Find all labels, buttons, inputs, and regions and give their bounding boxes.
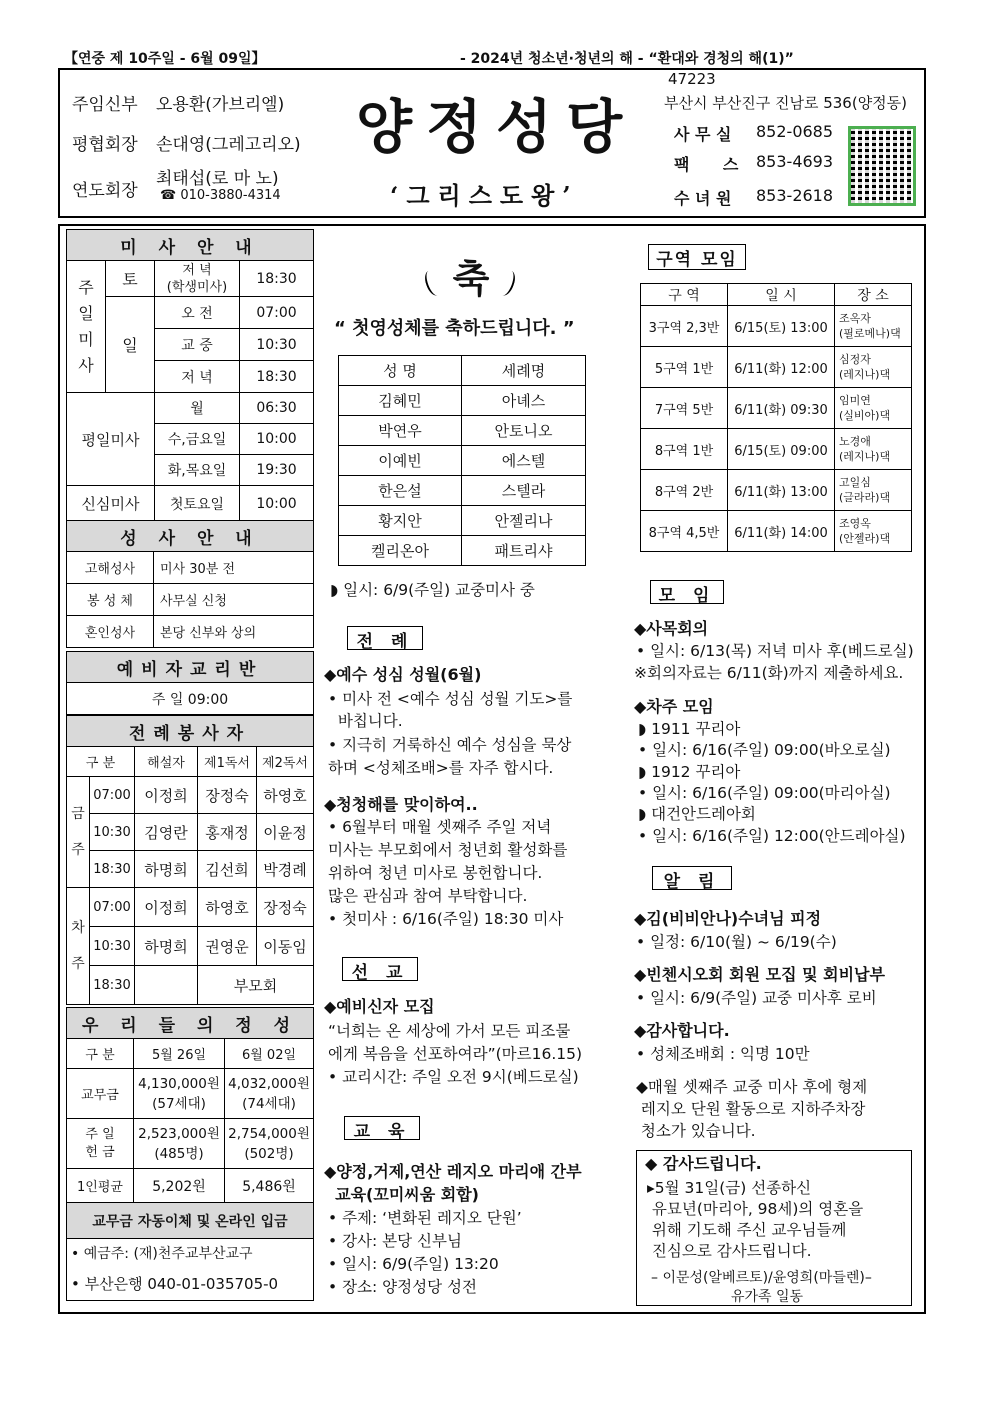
communion-head: 성 명 (339, 356, 462, 386)
meeting-line: ※회의자료는 6/11(화)까지 제출하세요. (634, 664, 904, 682)
district-place: 조옥자 (필로메나)댁 (835, 306, 912, 347)
district-time: 6/11(화) 09:30 (728, 388, 835, 429)
server-name: 하명희 (135, 927, 198, 966)
faith-mass-label: 신심미사 (67, 486, 155, 522)
education-line: • 일시: 6/9(주일) 13:20 (328, 1255, 499, 1273)
offering-head: 구 분 (67, 1039, 134, 1069)
thanks-title: ◆ 감사드립니다. (645, 1154, 762, 1173)
district-name: 7구역 5반 (641, 388, 728, 429)
faith-time: 10:00 (240, 486, 314, 522)
baptismal-name: 안토니오 (462, 416, 586, 446)
baptismal-name: 에스텔 (462, 446, 586, 476)
baptismal-name: 아녜스 (462, 386, 586, 416)
district-name: 8구역 1반 (641, 429, 728, 470)
server-name: 권영운 (198, 927, 257, 966)
postcode: 47223 (668, 70, 716, 88)
catechism-table (66, 651, 314, 715)
district-head: 일 시 (728, 284, 835, 306)
meeting-line: • 일시: 6/16(주일) 09:00(바오로실) (638, 741, 891, 759)
notice-heading: ◆빈첸시오회 회원 모집 및 회비납부 (634, 965, 885, 984)
fax-number: 853-4693 (756, 152, 834, 171)
council-label: 평협회장 (72, 135, 138, 155)
avg-label: 1인평균 (67, 1169, 134, 1203)
child-name: 박연우 (339, 416, 462, 446)
district-place: 심정자 (레지나)댁 (835, 347, 912, 388)
servers-head: 구 분 (67, 747, 135, 777)
district-time: 6/11(화) 12:00 (728, 347, 835, 388)
offering-head: 5월 26일 (134, 1039, 225, 1069)
year-theme: - 2024년 청소년·청년의 해 - “환대와 경청의 해(1)” (460, 51, 794, 67)
sacrament-value: 사무실 신청 (154, 584, 314, 616)
weekday-time: 19:30 (240, 455, 314, 486)
server-name: 이윤정 (257, 814, 314, 851)
server-name: 이정희 (135, 777, 198, 814)
education-tag: 교 육 (344, 1116, 420, 1140)
liturgy-line: • 6월부터 매월 셋째주 주일 저녁 (328, 818, 552, 836)
thanks-signature: 유가족 일동 (731, 1289, 804, 1305)
education-heading: 교육(꼬미씨움 회합) (324, 1185, 479, 1204)
server-time: 10:30 (90, 927, 135, 966)
notice-line: • 일정: 6/10(월) ~ 6/19(수) (636, 933, 837, 951)
communion-table (338, 355, 586, 566)
notice-line: • 일시: 6/9(주일) 교중 미사후 로비 (636, 989, 877, 1007)
offering-label: 주 일 헌 금 (67, 1119, 134, 1169)
sat-label: 토 (106, 261, 155, 297)
meeting-line: ◗ 대건안드레아회 (638, 805, 756, 823)
offering-amount: 2,523,000원 (485명) (134, 1119, 225, 1169)
sun-kind: 교 중 (155, 329, 240, 361)
meeting-line: • 일시: 6/16(주일) 09:00(마리아실) (638, 784, 891, 802)
notice-line: • 성체조배회 : 익명 10만 (636, 1045, 810, 1063)
meeting-heading: ◆차주 모임 (634, 697, 714, 716)
offering-amount: 4,032,000원 (74세대) (225, 1069, 314, 1119)
meeting-line: • 일시: 6/16(주일) 12:00(안드레아실) (638, 827, 906, 845)
week-label: 【연중 제 10주일 - 6월 09일】 (64, 51, 266, 67)
fax-label: 팩 스 (674, 155, 739, 174)
meeting-line: ◗ 1911 꾸리아 (638, 720, 741, 738)
district-place: 임미연 (실비아)댁 (835, 388, 912, 429)
server-time: 18:30 (90, 851, 135, 888)
account-info: • 예금주: (재)천주교부산교구 • 부산은행 040-01-035705-0 (67, 1239, 314, 1301)
offering-amount: 4,130,000원 (57세대) (134, 1069, 225, 1119)
district-name: 5구역 1반 (641, 347, 728, 388)
district-tag: 구역 모임 (648, 244, 746, 270)
district-name: 8구역 2반 (641, 470, 728, 511)
council-name: 손대영(그레고리오) (156, 135, 301, 155)
liturgy-line: • 첫미사 : 6/16(주일) 18:30 미사 (328, 910, 564, 928)
liturgy-line: 미사는 부모회에서 청년회 활성화를 (328, 841, 568, 859)
education-line: • 주제: ‘변화된 레지오 단원’ (328, 1209, 522, 1227)
child-name: 켈리온아 (339, 536, 462, 566)
parish-header (58, 68, 926, 218)
server-name: 김선희 (198, 851, 257, 888)
district-place: 조영옥 (안젤라)댁 (835, 511, 912, 552)
communion-date: ◗ 일시: 6/9(주일) 교중미사 중 (330, 581, 535, 599)
congrats-headline: “ 첫영성체를 축하드립니다. ” (334, 318, 575, 339)
servers-table (66, 715, 314, 1005)
notice-line: ◆매월 셋째주 교중 미사 후에 형제 (636, 1078, 868, 1096)
meeting-line: ◗ 1912 꾸리아 (638, 763, 741, 781)
education-line: • 강사: 본당 신부님 (328, 1232, 462, 1250)
sun-time: 18:30 (240, 361, 314, 393)
district-name: 3구역 2,3반 (641, 306, 728, 347)
server-name: 장정숙 (257, 888, 314, 927)
notice-line: 레지오 단원 활동으로 지하주차장 (636, 1100, 866, 1118)
sacrament-table (66, 520, 314, 648)
weekday-kind: 월 (155, 393, 240, 424)
liturgy-line: 많은 관심과 참여 부탁합니다. (328, 887, 528, 905)
mission-line: 에게 복음을 선포하여라”(마르16.15) (328, 1045, 583, 1063)
district-time: 6/11(화) 13:00 (728, 470, 835, 511)
district-head: 장 소 (835, 284, 912, 306)
thanks-line: 위해 기도해 주신 교우님들께 (647, 1221, 847, 1239)
child-name: 이예빈 (339, 446, 462, 476)
child-name: 황지안 (339, 506, 462, 536)
sacrament-value: 본당 신부와 상의 (154, 616, 314, 648)
server-time: 07:00 (90, 888, 135, 927)
server-time: 10:30 (90, 814, 135, 851)
communion-head: 세례명 (462, 356, 586, 386)
sun-kind: 저 녁 (155, 361, 240, 393)
mission-line: • 교리시간: 주일 오전 9시(베드로실) (328, 1068, 579, 1086)
child-name: 한은설 (339, 476, 462, 506)
district-table (640, 283, 912, 552)
offering-title: 우 리 들 의 정 성 (67, 1008, 314, 1039)
sacrament-label: 혼인성사 (67, 616, 154, 648)
sacrament-title: 성 사 안 내 (67, 521, 314, 552)
liturgy-line: • 지극히 거룩하신 예수 성심을 묵상 (328, 736, 572, 754)
sun-kind: 오 전 (155, 297, 240, 329)
sun-label: 일 (106, 297, 155, 393)
education-line: • 장소: 양정성당 성전 (328, 1278, 477, 1296)
server-time: 07:00 (90, 777, 135, 814)
pastor-label: 주임신부 (72, 95, 138, 115)
weekday-time: 10:00 (240, 424, 314, 455)
thanks-signature: – 이문성(알베르토)/윤영희(마들렌)– (651, 1270, 872, 1286)
district-place: 고일심 (글라라)댁 (835, 470, 912, 511)
avg-value: 5,202원 (134, 1169, 225, 1203)
district-time: 6/15(토) 13:00 (728, 306, 835, 347)
catechism-title: 예비자교리반 (67, 652, 314, 683)
office-phone: 852-0685 (756, 122, 834, 141)
thanks-line: ▸5월 31일(금) 선종하신 (647, 1179, 812, 1197)
server-name: 김영란 (135, 814, 198, 851)
next-week-label: 차 주 (67, 888, 90, 1005)
baptismal-name: 스텔라 (462, 476, 586, 506)
district-head: 구 역 (641, 284, 728, 306)
meeting-heading: ◆사목회의 (634, 619, 709, 638)
weekday-time: 06:30 (240, 393, 314, 424)
congrats-symbol: 축 (452, 256, 490, 301)
mission-heading: ◆예비신자 모집 (324, 997, 435, 1016)
liturgy-heading: ◆청청해를 맞이하여.. (324, 795, 478, 814)
server-name: 박경례 (257, 851, 314, 888)
address: 부산시 부산진구 진남로 536(양정동) (664, 94, 908, 112)
notice-line: 청소가 있습니다. (636, 1122, 756, 1140)
servers-head: 제1독서 (198, 747, 257, 777)
meeting-tag: 모 임 (650, 580, 724, 604)
qr-code-icon[interactable] (848, 126, 916, 206)
district-name: 8구역 4,5반 (641, 511, 728, 552)
sat-kind: 저 녁 (학생미사) (155, 261, 240, 297)
faith-day: 첫토요일 (155, 486, 240, 522)
offering-amount: 2,754,000원 (502명) (225, 1119, 314, 1169)
ld-phone: ☎ 010-3880-4314 (160, 188, 281, 203)
convent-phone: 853-2618 (756, 186, 834, 205)
office-label: 사 무 실 (674, 125, 732, 144)
liturgy-heading: ◆예수 성심 성월(6월) (324, 665, 482, 684)
liturgy-tag: 전 례 (347, 626, 423, 650)
sat-time: 18:30 (240, 261, 314, 297)
district-place: 노경애 (레지나)댁 (835, 429, 912, 470)
offering-head: 6월 02일 (225, 1039, 314, 1069)
server-name: 홍재정 (198, 814, 257, 851)
mission-tag: 선 교 (342, 957, 418, 981)
server-name: 하명희 (135, 851, 198, 888)
server-name: 하영호 (198, 888, 257, 927)
server-name: 장정숙 (198, 777, 257, 814)
ld-label: 연도회장 (72, 181, 138, 201)
servers-title: 전례봉사자 (67, 716, 314, 747)
offering-label: 교무금 (67, 1069, 134, 1119)
mass-table (66, 229, 314, 522)
thanks-line: 유묘년(마리아, 98세)의 영혼을 (647, 1200, 864, 1218)
baptismal-name: 안젤리나 (462, 506, 586, 536)
notice-heading: ◆감사합니다. (634, 1021, 730, 1040)
top-bar (60, 44, 928, 68)
liturgy-line: • 미사 전 <예수 성심 성월 기도>를 (328, 690, 573, 708)
convent-label: 수 녀 원 (674, 189, 732, 208)
thanks-box (636, 1150, 912, 1306)
server-name: 부모회 (198, 966, 314, 1005)
catechism-time: 주 일 09:00 (67, 683, 314, 715)
auto-transfer-title: 교무금 자동이체 및 온라인 입금 (67, 1203, 314, 1239)
liturgy-line: 위하여 청년 미사로 봉헌합니다. (328, 864, 543, 882)
parish-title: 양정성당 (356, 93, 637, 161)
pastor-name: 오용환(가브리엘) (156, 95, 285, 115)
server-name: 이정희 (135, 888, 198, 927)
mass-title: 미 사 안 내 (67, 230, 314, 261)
server-name: 하영호 (257, 777, 314, 814)
sacrament-label: 봉 성 체 (67, 584, 154, 616)
parish-subtitle: ‘그리스도왕’ (390, 181, 579, 210)
avg-value: 5,486원 (225, 1169, 314, 1203)
notice-tag: 알 림 (652, 866, 732, 890)
education-heading: ◆양정,거제,연산 레지오 마리애 간부 (324, 1162, 582, 1181)
meeting-line: • 일시: 6/13(목) 저녁 미사 후(베드로실) (636, 642, 914, 660)
servers-head: 제2독서 (257, 747, 314, 777)
this-week-label: 금 주 (67, 777, 90, 888)
servers-head: 해설자 (135, 747, 198, 777)
sunday-mass-label: 주 일 미 사 (67, 261, 106, 393)
child-name: 김혜민 (339, 386, 462, 416)
district-time: 6/11(화) 14:00 (728, 511, 835, 552)
mission-line: “너희는 온 세상에 가서 모든 피조물 (328, 1022, 571, 1040)
server-name: 이동임 (257, 927, 314, 966)
sacrament-value: 미사 30분 전 (154, 552, 314, 584)
liturgy-line: 하며 <성체조배>를 자주 합시다. (328, 759, 554, 777)
notice-heading: ◆김(비비안나)수녀님 피정 (634, 909, 822, 928)
ld-name: 최태섭(로 마 노) (156, 169, 279, 189)
offering-table (66, 1007, 314, 1301)
district-time: 6/15(토) 09:00 (728, 429, 835, 470)
liturgy-line: 바칩니다. (328, 712, 403, 730)
thanks-line: 진심으로 감사드립니다. (647, 1242, 812, 1260)
sacrament-label: 고해성사 (67, 552, 154, 584)
baptismal-name: 패트리샤 (462, 536, 586, 566)
weekday-kind: 수,금요일 (155, 424, 240, 455)
weekday-kind: 화,목요일 (155, 455, 240, 486)
sun-time: 10:30 (240, 329, 314, 361)
server-time: 18:30 (90, 966, 135, 1005)
sun-time: 07:00 (240, 297, 314, 329)
weekday-label: 평일미사 (67, 393, 155, 486)
